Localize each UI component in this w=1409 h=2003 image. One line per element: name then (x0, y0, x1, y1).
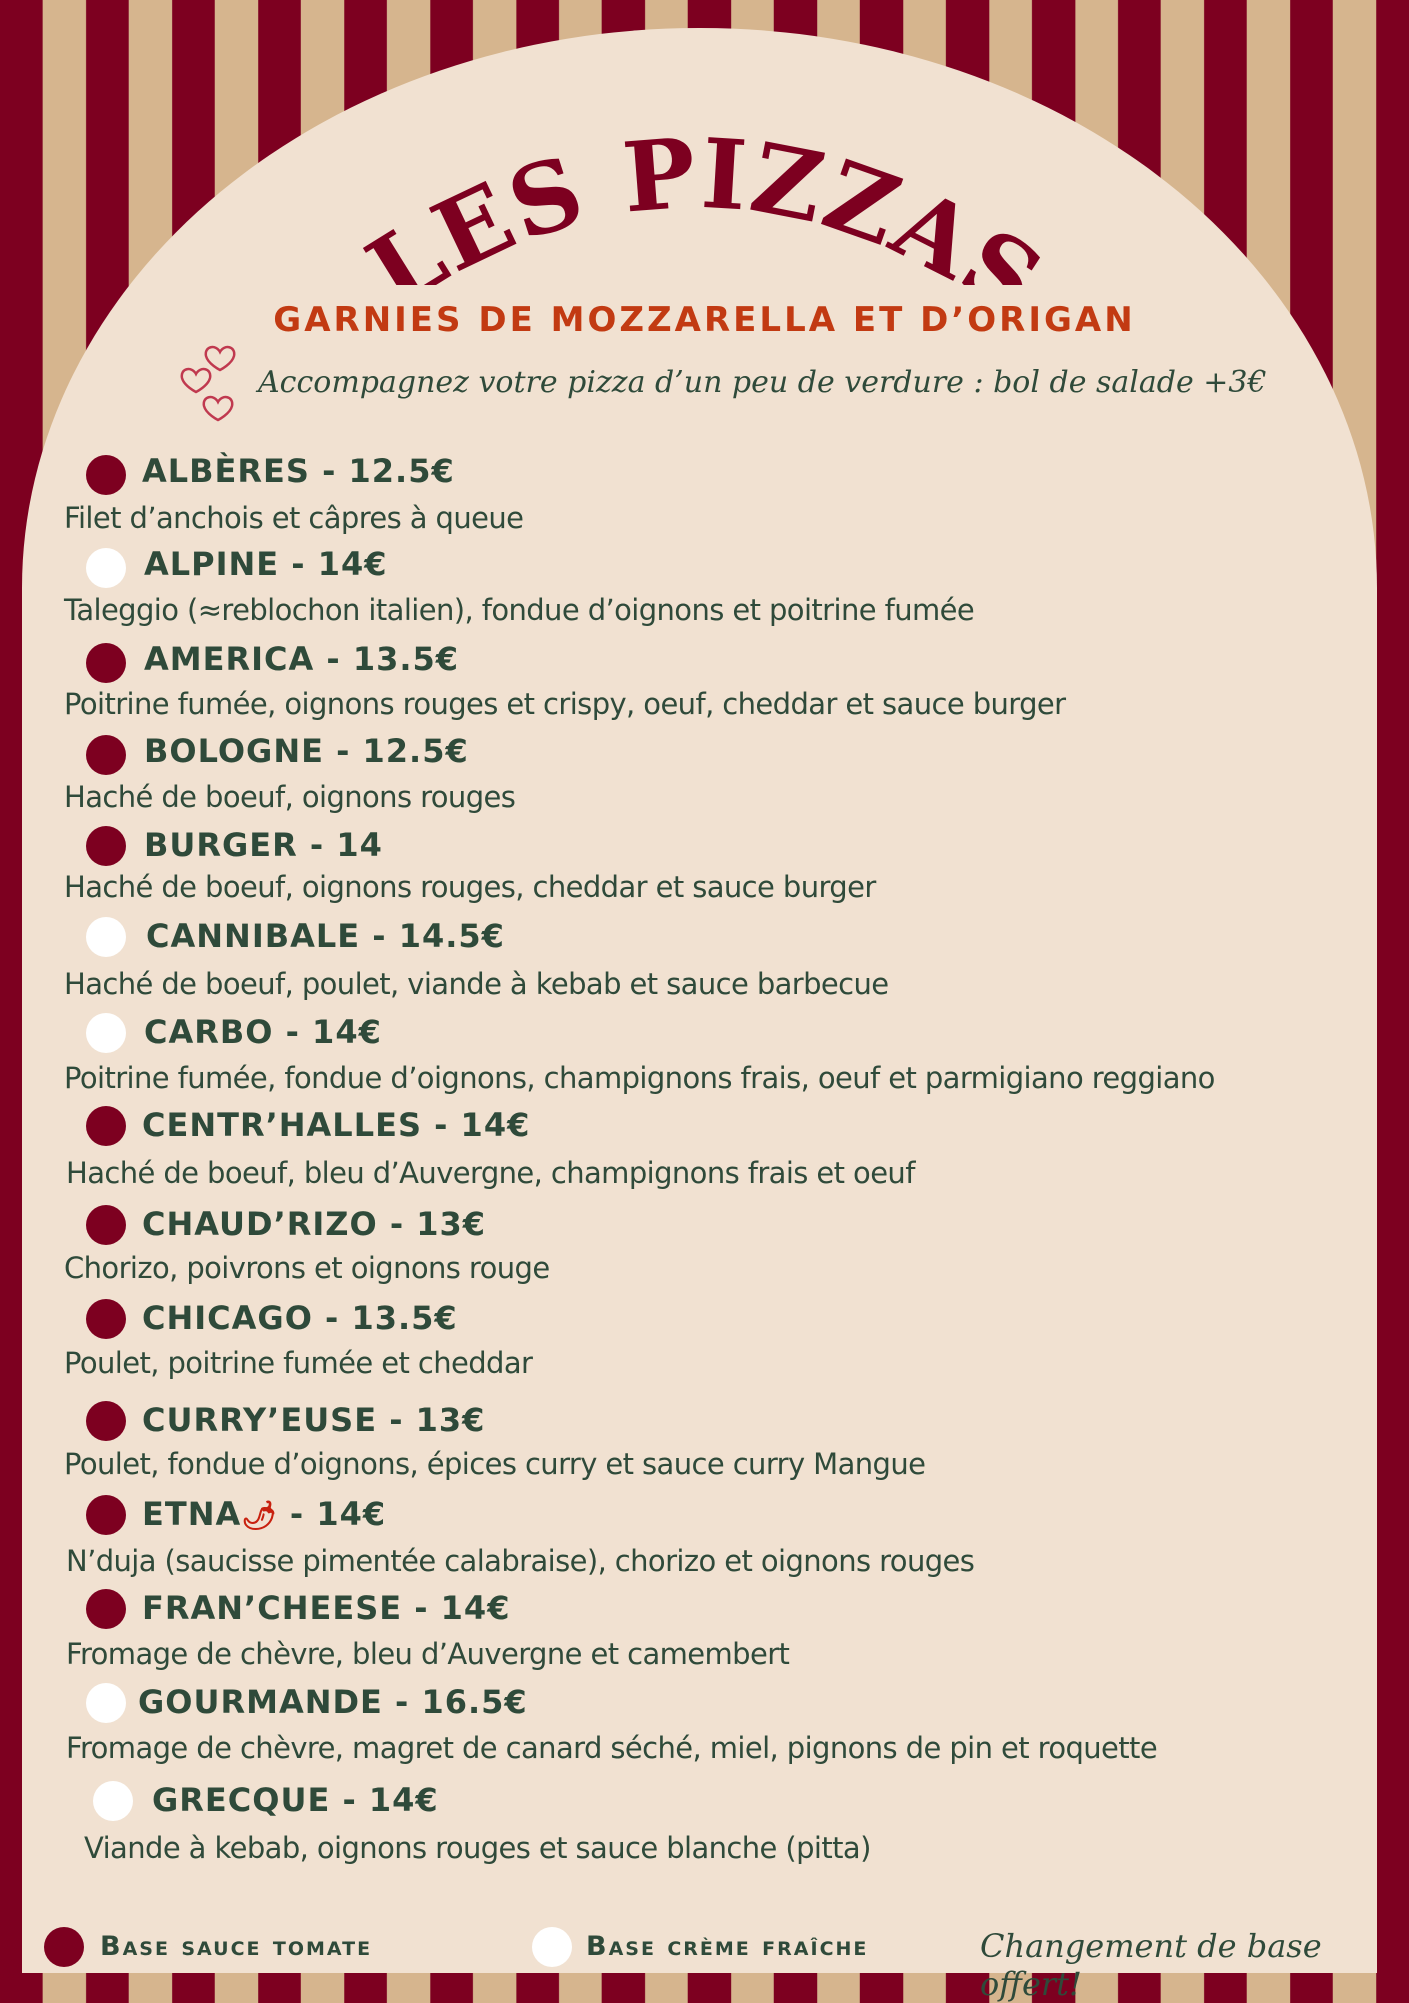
legend-tomate-label: Base sauce tomate (100, 1931, 373, 1962)
base-tomate-dot (86, 1106, 126, 1146)
legend-tomate-dot (44, 1927, 84, 1967)
pizza-description: Poulet, poitrine fumée et cheddar (64, 1346, 533, 1380)
pizza-item (0, 1205, 1409, 1301)
pizza-name: GRECQUE - 14€ (152, 1781, 439, 1819)
pizza-description: Haché de boeuf, oignons rouges, cheddar et sauce burger (64, 870, 876, 904)
pizza-description: Taleggio (≈reblochon italien), fondue d’oignons et poitrine fumée (64, 593, 975, 627)
pizza-name: FRAN’CHEESE - 14€ (142, 1589, 511, 1627)
subtitle: GARNIES DE MOZZARELLA ET D’ORIGAN (273, 300, 1136, 340)
base-creme-dot (86, 548, 126, 588)
pizza-item (0, 732, 1409, 828)
pizza-item (0, 826, 1409, 922)
chili-pepper-icon: 🌶 (241, 1499, 278, 1532)
pizza-item (0, 1683, 1409, 1779)
base-tomate-dot (86, 1495, 126, 1535)
pizza-name: GOURMANDE - 16.5€ (138, 1683, 528, 1721)
pizza-item (0, 545, 1409, 641)
base-legend (0, 1915, 1409, 2003)
pizza-item (0, 1401, 1409, 1497)
pizza-item (0, 917, 1409, 1013)
base-tomate-dot (86, 1205, 126, 1245)
pizza-name: BOLOGNE - 12.5€ (144, 732, 469, 770)
base-tomate-dot (86, 735, 126, 775)
pizza-price: - 14€ (277, 1495, 387, 1533)
pizza-description: Viande à kebab, oignons rouges et sauce blanche (pitta) (84, 1831, 871, 1865)
legend-creme-dot (532, 1927, 572, 1967)
pizza-description: Poitrine fumée, fondue d’oignons, champignons frais, oeuf et parmigiano reggiano (64, 1061, 1215, 1095)
base-change-note: Changement de base offert! (980, 1927, 1322, 2003)
pizza-description: Haché de boeuf, poulet, viande à kebab et sauce barbecue (64, 967, 889, 1001)
tagline: Accompagnez votre pizza d’un peu de verdure : bol de salade +3€ (258, 365, 1267, 400)
base-creme-dot (86, 1683, 126, 1723)
title-text: LES PIZZAS (348, 116, 1063, 285)
pizza-name: CHAUD’RIZO - 13€ (142, 1205, 487, 1243)
pizza-name: ALBÈRES - 12.5€ (142, 452, 455, 490)
pizza-description: Poitrine fumée, oignons rouges et crispy, oeuf, cheddar et sauce burger (64, 687, 1066, 721)
pizza-item (0, 1013, 1409, 1109)
pizza-description: Filet d’anchois et câpres à queue (64, 501, 524, 535)
pizza-item (0, 1495, 1409, 1591)
pizza-name: CHICAGO - 13.5€ (142, 1299, 458, 1337)
pizza-name: BURGER - 14 (144, 826, 383, 864)
pizza-item (0, 1299, 1409, 1395)
pizza-name: AMERICA - 13.5€ (144, 640, 460, 678)
base-tomate-dot (86, 643, 126, 683)
pizza-name: CENTR’HALLES - 14€ (142, 1106, 531, 1144)
base-tomate-dot (86, 1589, 126, 1629)
pizza-name (142, 1495, 386, 1533)
pizza-item (0, 1781, 1409, 1877)
pizza-name: CARBO - 14€ (144, 1013, 382, 1051)
pizza-name: CANNIBALE - 14.5€ (146, 917, 505, 955)
pizza-name: ALPINE - 14€ (144, 545, 388, 583)
pizza-description: Haché de boeuf, oignons rouges (64, 780, 516, 814)
base-creme-dot (86, 1013, 126, 1053)
pizza-description: Fromage de chèvre, magret de canard séché, miel, pignons de pin et roquette (66, 1731, 1158, 1765)
pizza-name: CURRY’EUSE - 13€ (142, 1401, 486, 1439)
base-tomate-dot (86, 826, 126, 866)
pizza-item (0, 452, 1409, 548)
base-tomate-dot (86, 1401, 126, 1441)
base-creme-dot (93, 1781, 133, 1821)
pizza-description: N’duja (saucisse pimentée calabraise), chorizo et oignons rouges (66, 1544, 975, 1578)
pizza-description: Chorizo, poivrons et oignons rouge (64, 1251, 550, 1285)
pizza-description: Fromage de chèvre, bleu d’Auvergne et camembert (66, 1637, 790, 1671)
legend-creme-label: Base crème fraîche (586, 1931, 869, 1962)
base-tomate-dot (86, 1299, 126, 1339)
pizza-item (0, 640, 1409, 736)
pizza-description: Haché de boeuf, bleu d’Auvergne, champignons frais et oeuf (66, 1156, 915, 1190)
pizza-item (0, 1106, 1409, 1202)
base-tomate-dot (86, 455, 126, 495)
pizza-description: Poulet, fondue d’oignons, épices curry et sauce curry Mangue (64, 1447, 926, 1481)
pizza-name-part: ETNA (142, 1495, 242, 1533)
base-creme-dot (86, 917, 126, 957)
pizza-item (0, 1589, 1409, 1685)
